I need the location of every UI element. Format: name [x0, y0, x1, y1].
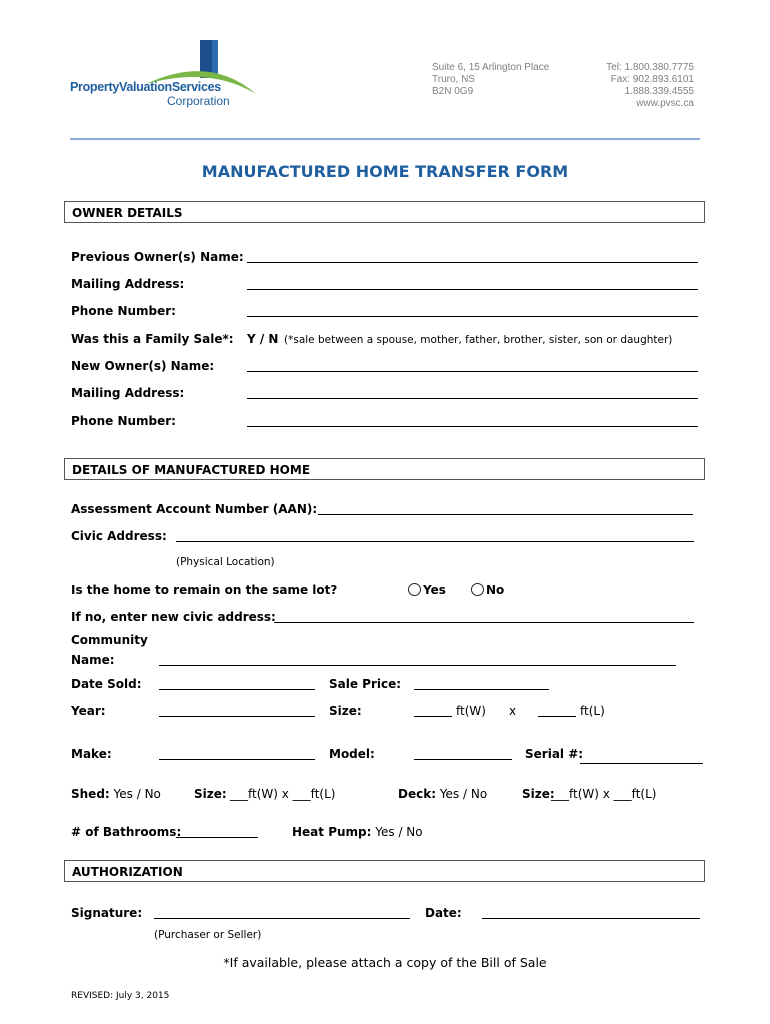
same-lot-no-option[interactable]	[471, 583, 504, 597]
contact-website: www.pvsc.ca	[636, 98, 694, 109]
home-details-header: DETAILS OF MANUFACTURED HOME	[64, 458, 705, 480]
heat-pump-title: Heat Pump:	[292, 825, 372, 839]
signature-label: Signature:	[71, 906, 143, 920]
new-owner-field[interactable]	[247, 371, 698, 372]
no-radio-icon[interactable]	[471, 583, 484, 596]
family-sale-note: (*sale between a spouse, mother, father, brother, sister, son or daughter)	[284, 334, 673, 346]
logo-name: PropertyValuationServices	[70, 80, 221, 94]
phone-1-label: Phone Number:	[71, 304, 176, 318]
family-sale-label: Was this a Family Sale*:	[71, 332, 234, 346]
heat-pump-yes-no[interactable]: Yes / No	[371, 825, 423, 839]
date-sold-field[interactable]	[159, 689, 315, 690]
authorization-header: AUTHORIZATION	[64, 860, 705, 882]
date-sold-label: Date Sold:	[71, 677, 142, 691]
size-length-field[interactable]	[538, 716, 576, 717]
address-line-3: B2N 0G9	[432, 86, 474, 97]
bathrooms-field[interactable]	[176, 837, 258, 838]
model-label: Model:	[329, 747, 375, 761]
size-label: Size:	[329, 704, 362, 718]
mailing-address-2-label: Mailing Address:	[71, 386, 185, 400]
logo-subname: Corporation	[167, 94, 230, 108]
serial-label: Serial #:	[525, 747, 584, 761]
shed-size-dims[interactable]: ___ft(W) x ___ft(L)	[230, 787, 336, 801]
make-label: Make:	[71, 747, 112, 761]
phone-1-field[interactable]	[247, 316, 698, 317]
date-field[interactable]	[482, 918, 700, 919]
phone-2-field[interactable]	[247, 426, 698, 427]
size-width-unit: ft(W)	[456, 704, 486, 718]
shed-yes-no[interactable]: Yes / No	[109, 787, 161, 801]
previous-owner-field[interactable]	[247, 262, 698, 263]
address-line-1: Suite 6, 15 Arlington Place	[432, 62, 550, 73]
sale-price-label: Sale Price:	[329, 677, 402, 691]
community-label-2: Name:	[71, 653, 115, 667]
revised-date: REVISED: July 3, 2015	[71, 991, 170, 1001]
model-field[interactable]	[414, 759, 512, 760]
phone-2-label: Phone Number:	[71, 414, 176, 428]
yes-label: Yes	[423, 583, 446, 597]
same-lot-yes-option[interactable]	[408, 583, 446, 597]
sale-price-field[interactable]	[414, 689, 549, 690]
address-line-2: Truro, NS	[432, 74, 475, 85]
deck-title: Deck:	[398, 787, 436, 801]
logo-mark-icon	[60, 36, 260, 106]
deck-size-label: Size:	[522, 787, 555, 801]
form-title: MANUFACTURED HOME TRANSFER FORM	[201, 162, 569, 181]
civic-address-label: Civic Address:	[71, 529, 167, 543]
shed-size-label: Size:	[194, 787, 227, 801]
contact-tollfree: 1.888.339.4555	[624, 86, 694, 97]
heat-pump-label	[292, 825, 423, 839]
size-times: x	[509, 704, 517, 718]
size-width-field[interactable]	[414, 716, 452, 717]
make-field[interactable]	[159, 759, 315, 760]
shed-label	[71, 787, 161, 801]
physical-location-note: (Physical Location)	[176, 556, 275, 568]
shed-title: Shed:	[71, 787, 110, 801]
date-label: Date:	[425, 906, 462, 920]
new-civic-label: If no, enter new civic address:	[71, 610, 276, 624]
community-label-1: Community	[71, 633, 148, 647]
bathrooms-label: # of Bathrooms:	[71, 825, 182, 839]
mailing-address-2-field[interactable]	[247, 398, 698, 399]
contact-tel: Tel: 1.800.380.7775	[606, 62, 694, 73]
deck-yes-no[interactable]: Yes / No	[436, 787, 488, 801]
same-lot-label: Is the home to remain on the same lot?	[71, 583, 338, 597]
size-length-unit: ft(L)	[580, 704, 605, 718]
header-divider	[70, 138, 700, 140]
deck-label	[398, 787, 487, 801]
no-label: No	[486, 583, 505, 597]
signature-field[interactable]	[154, 918, 410, 919]
year-field[interactable]	[159, 716, 315, 717]
aan-field[interactable]	[318, 514, 693, 515]
mailing-address-1-field[interactable]	[247, 289, 698, 290]
previous-owner-label: Previous Owner(s) Name:	[71, 250, 244, 264]
family-sale-yn[interactable]: Y / N	[247, 332, 279, 346]
yes-radio-icon[interactable]	[408, 583, 421, 596]
mailing-address-1-label: Mailing Address:	[71, 277, 185, 291]
aan-label: Assessment Account Number (AAN):	[71, 502, 318, 516]
contact-fax: Fax: 902.893.6101	[610, 74, 694, 85]
owner-details-header: OWNER DETAILS	[64, 201, 705, 223]
civic-address-field[interactable]	[176, 541, 694, 542]
year-label: Year:	[71, 704, 106, 718]
serial-field[interactable]	[580, 763, 703, 764]
community-name-field[interactable]	[159, 665, 676, 666]
new-civic-field[interactable]	[274, 622, 694, 623]
purchaser-seller-note: (Purchaser or Seller)	[154, 929, 262, 941]
deck-size-dims[interactable]: ___ft(W) x ___ft(L)	[551, 787, 657, 801]
new-owner-label: New Owner(s) Name:	[71, 359, 215, 373]
bill-of-sale-note: *If available, please attach a copy of the Bill of Sale	[223, 955, 547, 970]
